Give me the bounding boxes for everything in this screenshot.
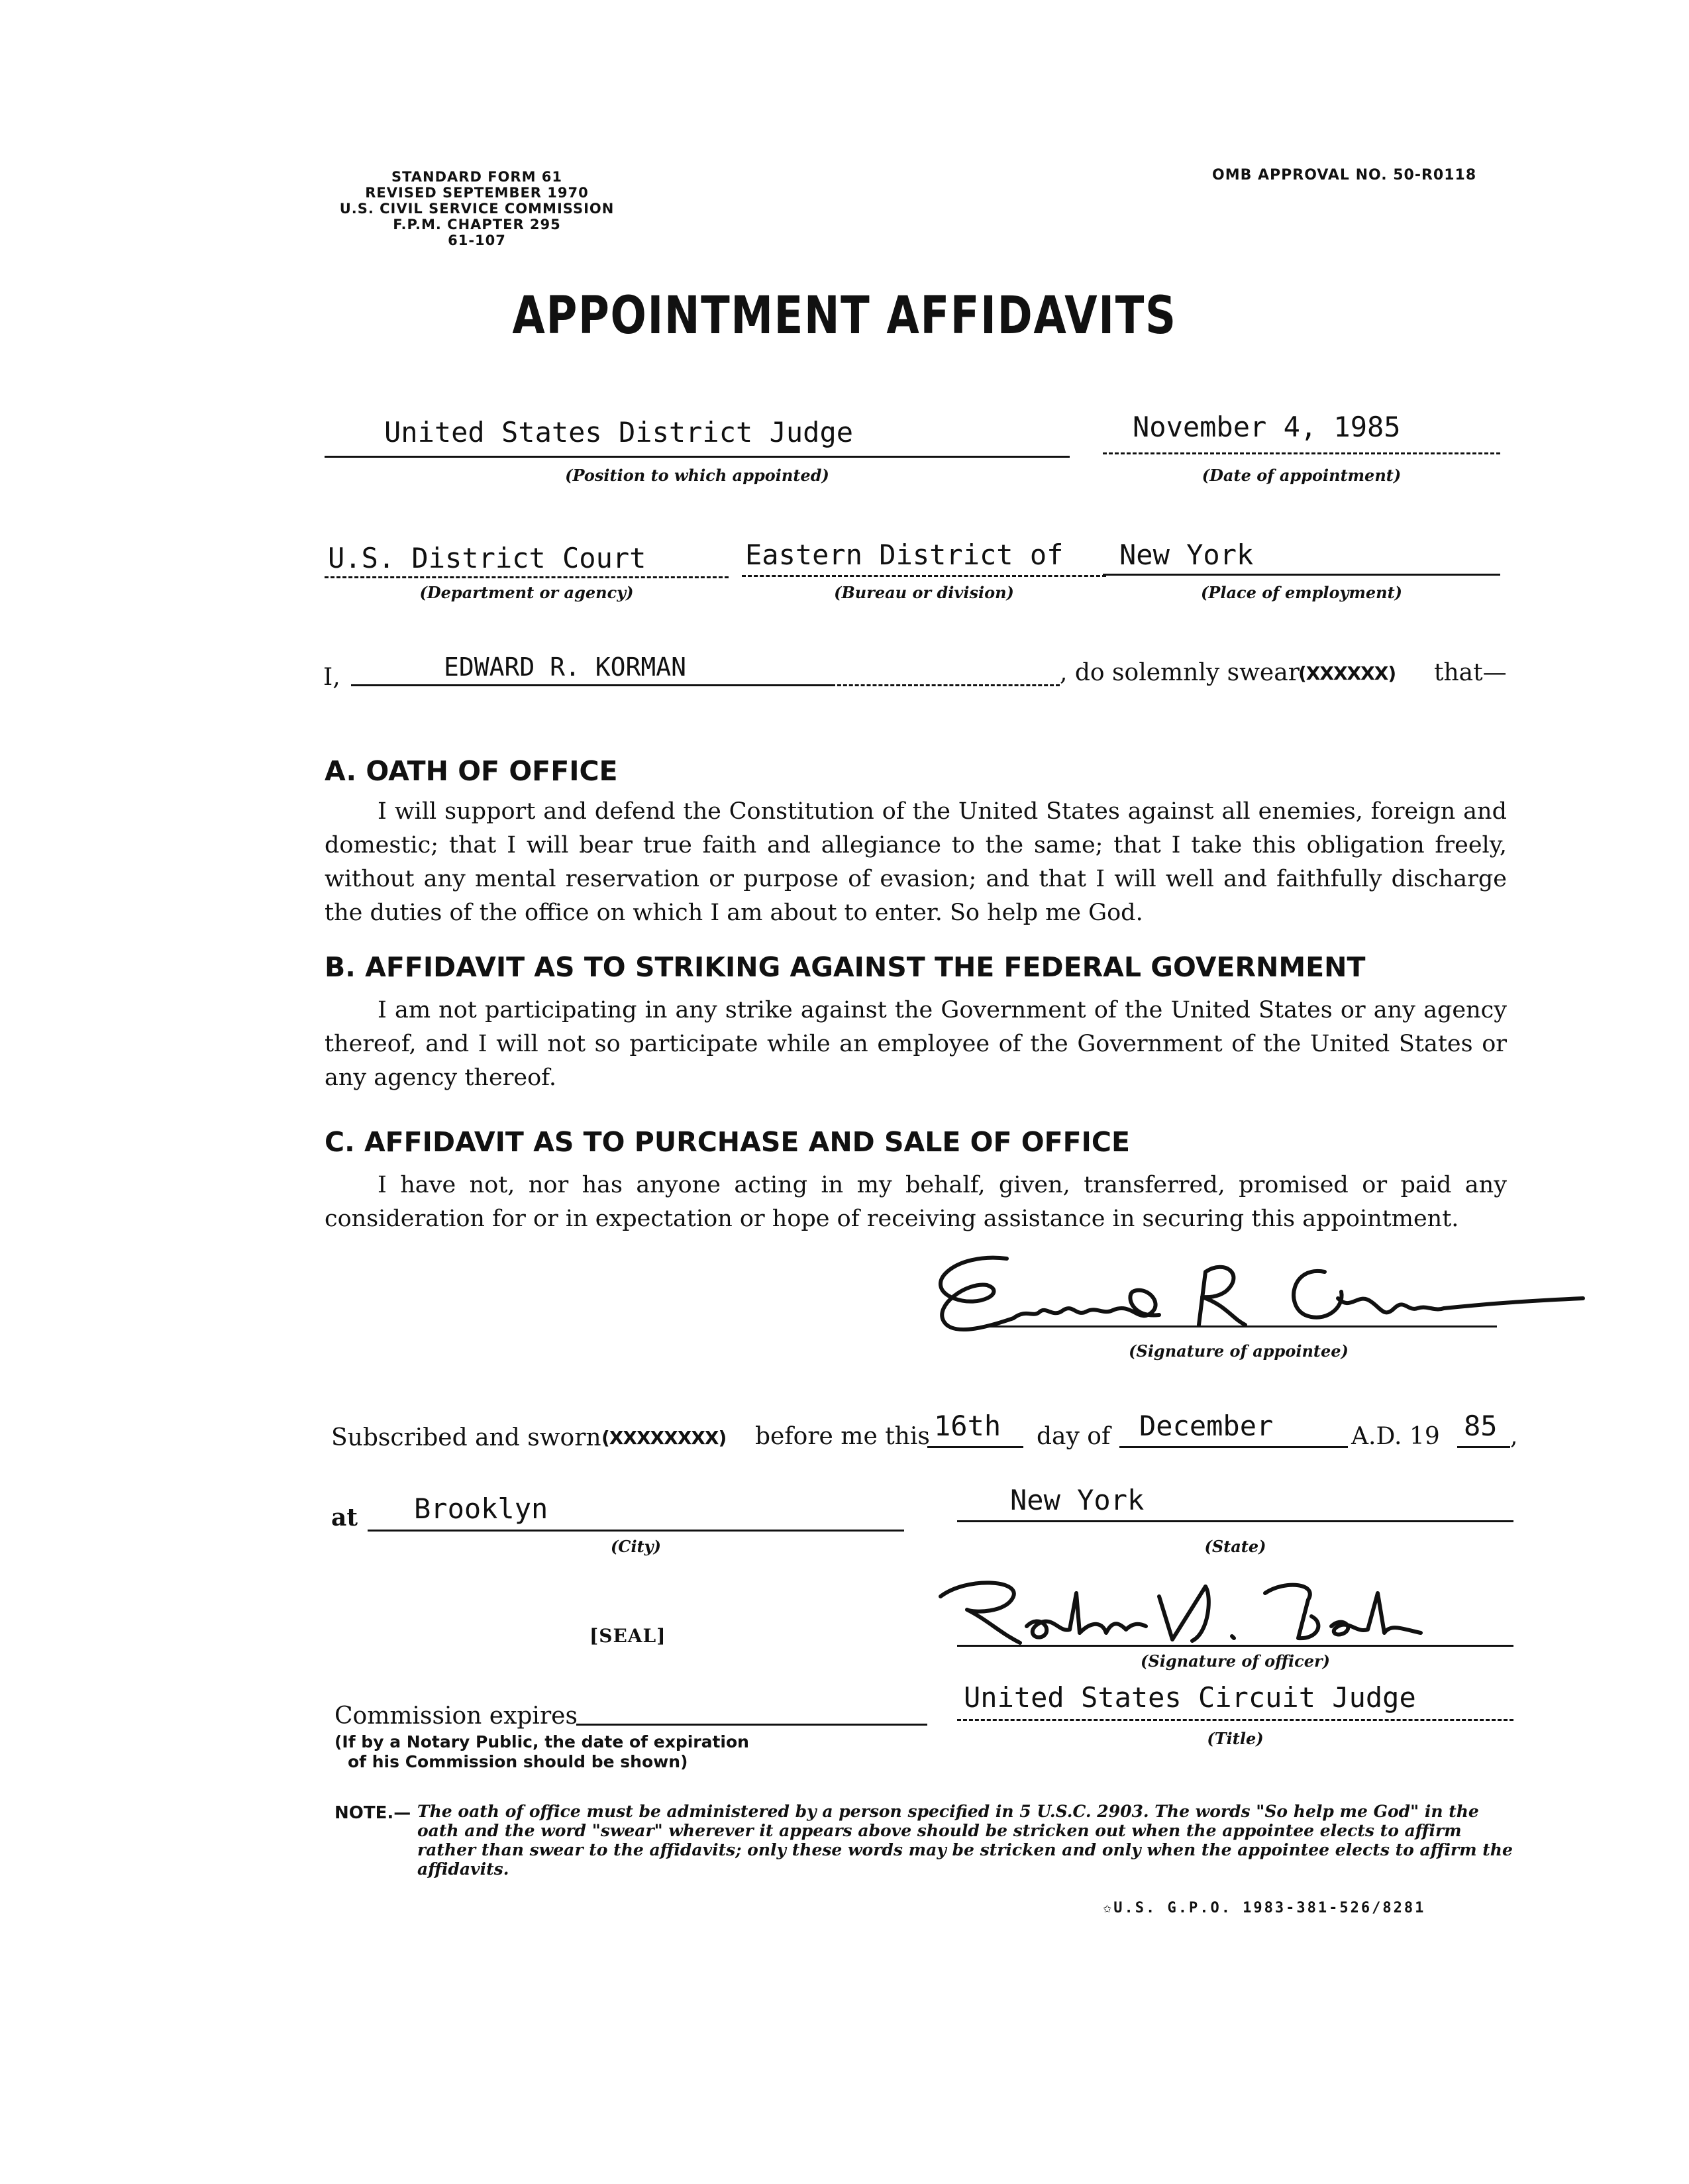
officer-signature-line [957,1645,1513,1647]
struck-affirmed: (XXXXXXXX) [601,1427,727,1449]
commission-note [334,1732,749,1772]
officer-title-value: United States Circuit Judge [964,1681,1416,1714]
officer-signature-caption: (Signature of officer) [1141,1651,1330,1671]
date-line [1103,452,1500,454]
department-line [325,576,729,578]
sworn-day-of: day of [1037,1423,1111,1450]
oath-end: that— [1434,659,1507,686]
section-a-heading: A. OATH OF OFFICE [325,755,618,787]
state-value: New York [1010,1484,1145,1516]
at-label: at [331,1504,358,1532]
position-value: United States District Judge [384,416,854,448]
sworn-month: December [1139,1410,1274,1442]
form-line: 61-107 [448,233,506,248]
form-line: F.P.M. CHAPTER 295 [393,217,561,233]
section-c-text: I have not, nor has anyone acting in my behalf, given, transferred, promised or paid any consideration for or in expectation or hope of receiving assistance in securing this appointment. [325,1172,1507,1232]
sworn-before: before me this [755,1423,930,1450]
department-caption: (Department or agency) [419,583,634,602]
city-value: Brooklyn [414,1492,548,1525]
city-line [368,1530,904,1532]
appointee-signature-caption: (Signature of appointee) [1129,1341,1349,1361]
commission-label: Commission expires [334,1702,578,1730]
year-line [1457,1446,1510,1448]
appointee-signature-line [980,1326,1497,1327]
form-line: U.S. CIVIL SERVICE COMMISSION [339,201,615,217]
officer-title-line [957,1719,1513,1721]
position-caption: (Position to which appointed) [565,466,829,485]
sworn-ad: A.D. 19 [1351,1423,1440,1450]
section-c-heading: C. AFFIDAVIT AS TO PURCHASE AND SALE OF OFFICE [325,1126,1131,1158]
commission-note-line: (If by a Notary Public, the date of expiration [334,1732,749,1751]
commission-note-line: of his Commission should be shown) [348,1752,688,1771]
date-value: November 4, 1985 [1133,411,1401,443]
day-line [927,1446,1023,1448]
city-caption: (City) [611,1537,661,1556]
month-line [1119,1446,1348,1448]
name-line-dashed [831,684,1060,686]
omb-approval: OMB APPROVAL NO. 50-R0118 [1212,167,1477,183]
sworn-day: 16th [934,1410,1001,1442]
form-line: STANDARD FORM 61 [391,169,563,185]
page-title: APPOINTMENT AFFIDAVITS [512,286,1177,346]
date-caption: (Date of appointment) [1202,466,1402,485]
bureau-line [742,575,1106,577]
form-line: REVISED SEPTEMBER 1970 [365,185,589,201]
commission-line [576,1724,927,1726]
place-value: New York [1119,539,1254,571]
form-identifier [311,169,642,248]
struck-affirm: (XXXXXX) [1298,662,1396,684]
state-line [957,1520,1513,1522]
note-text: The oath of office must be administered by a person specified in 5 U.S.C. 2903. The words "So help me God" in the oath and the word "swear" wherever it appears above should be stricken out when the appointee elects to affirm rather than swear to the affidavits; only these words may be stricken and only when the appointee elects to affirm the affidavits. [417,1802,1513,1879]
sworn-year: 85 [1464,1410,1498,1442]
position-line [325,456,1070,458]
department-value: U.S. District Court [328,542,646,574]
sworn-comma: , [1510,1423,1518,1450]
gpo-imprint: ✩U.S. G.P.O. 1983-381-526/8281 [1103,1900,1426,1916]
bureau-value: Eastern District of [745,539,1064,571]
place-line [1103,574,1500,576]
section-b-text: I am not participating in any strike against the Government of the United States or any agency thereof, and I will not so participate while an employee of the Government of the United States or any agency thereof. [325,997,1507,1091]
name-line [351,684,831,686]
section-b-heading: B. AFFIDAVIT AS TO STRIKING AGAINST THE FEDERAL GOVERNMENT [325,951,1366,983]
section-a-text: I will support and defend the Constitution of the United States against all enemies, foreign and domestic; that I will bear true faith and allegiance to the same; that I take this obligation freely, without any mental reservation or purpose of evasion; and that I will well and faithfully discharge the duties of the office on which I am about to enter. So help me God. [325,798,1507,926]
state-caption: (State) [1204,1537,1266,1556]
seal-placeholder: [SEAL] [589,1625,666,1647]
oath-suffix: , do solemnly swear [1060,659,1300,686]
appointee-name: EDWARD R. KORMAN [444,652,687,682]
bureau-caption: (Bureau or division) [834,583,1014,602]
sworn-prefix: Subscribed and sworn [331,1424,601,1451]
note-label: NOTE.— [334,1803,411,1823]
officer-title-caption: (Title) [1207,1729,1264,1748]
place-caption: (Place of employment) [1200,583,1403,602]
officer-signature [927,1567,1431,1653]
oath-prefix: I, [323,664,340,691]
